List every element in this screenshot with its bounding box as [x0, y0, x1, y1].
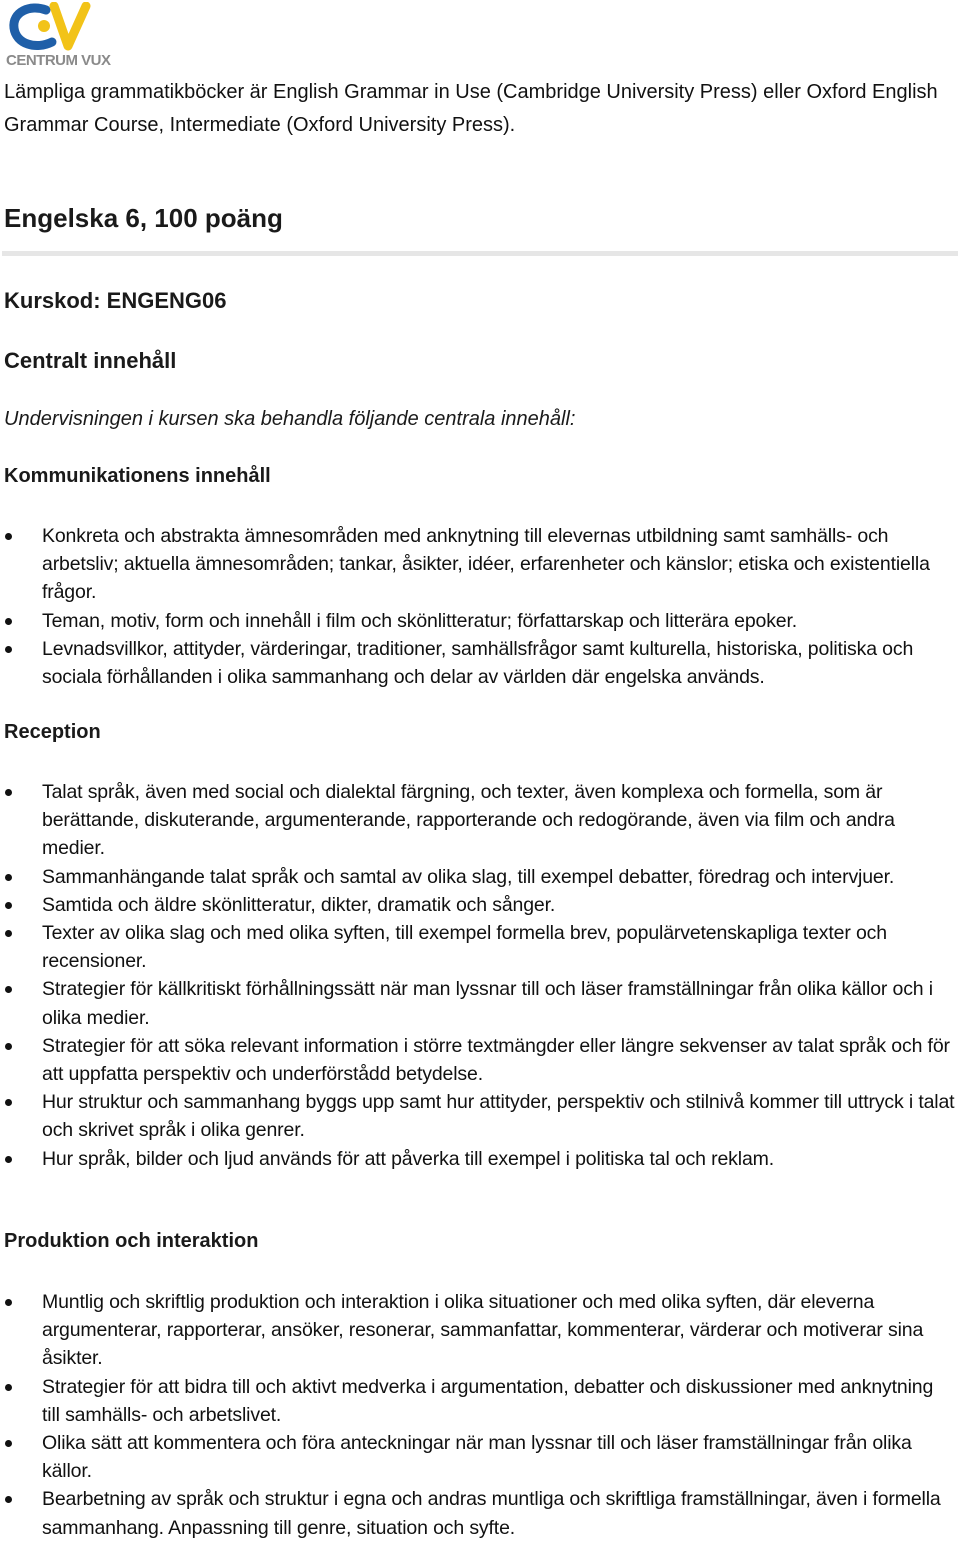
bullet-icon: [5, 902, 12, 909]
kommunikation-list: [0, 522, 960, 691]
section-heading-kommunikation: Kommunikationens innehåll: [4, 465, 271, 487]
bullet-icon: [5, 1043, 12, 1050]
bullet-icon: [5, 1099, 12, 1106]
title-divider: [2, 251, 958, 256]
list-item-text: Levnadsvillkor, attityder, värderingar, traditioner, samhällsfrågor samt kulturella, historiska, politiska och sociala förhållanden i olika sammanhang och delar av världen där engelska används.: [42, 637, 914, 689]
bullet-icon: [5, 618, 12, 625]
list-item: [0, 1088, 960, 1144]
list-item-text: Strategier för källkritiskt förhållningssätt när man lyssnar till och läser framställningar från olika källor och i olika medier.: [42, 978, 933, 1029]
produktion-list: [0, 1288, 960, 1542]
bullet-icon: [5, 1496, 12, 1503]
list-item: [0, 1485, 960, 1541]
list-item: [0, 1373, 960, 1429]
list-item: [0, 635, 960, 691]
reception-list: [0, 778, 960, 1173]
list-item-text: Hur struktur och sammanhang byggs upp samt hur attityder, perspektiv och stilnivå kommer till uttryck i talat och skrivet språk i olika genrer.: [42, 1091, 955, 1142]
list-item-text: Olika sätt att kommentera och föra anteckningar när man lyssnar till och läser framställningar från olika källor.: [42, 1432, 912, 1483]
list-item: [0, 607, 960, 635]
list-item: [0, 1288, 960, 1373]
course-title: Engelska 6, 100 poäng: [4, 203, 283, 233]
list-item: [0, 863, 960, 891]
centrum-vux-logo: [6, 2, 116, 68]
list-item: [0, 522, 960, 607]
list-item-text: Bearbetning av språk och struktur i egna och andras muntliga och skriftliga framställningar, även i formella sammanhang. Anpassning till genre, situation och syfte.: [42, 1488, 941, 1539]
list-item-text: Samtida och äldre skönlitteratur, dikter, dramatik och sånger.: [42, 893, 556, 916]
intro-text: Lämpliga grammatikböcker är English Grammar in Use (Cambridge University Press) eller Oxford English Grammar Course, Intermediate (Oxford University Press).: [4, 81, 938, 136]
list-item: [0, 778, 960, 863]
list-item-text: Sammanhängande talat språk och samtal av olika slag, till exempel debatter, föredrag och intervjuer.: [42, 865, 895, 888]
list-item: [0, 1429, 960, 1485]
list-item: [0, 919, 960, 975]
bullet-icon: [5, 533, 12, 540]
bullet-icon: [5, 874, 12, 881]
bullet-icon: [5, 1299, 12, 1306]
bullet-icon: [5, 1440, 12, 1447]
course-code: Kurskod: ENGENG06: [4, 288, 227, 313]
bullet-icon: [5, 1384, 12, 1391]
central-content-heading: Centralt innehåll: [4, 348, 177, 373]
logo-dot: [38, 20, 50, 32]
section-heading-produktion: Produktion och interaktion: [4, 1230, 259, 1252]
list-item: [0, 1145, 960, 1173]
list-item-text: Konkreta och abstrakta ämnesområden med anknytning till elevernas utbildning samt samhälls- och arbetsliv; aktuella ämnesområden; tankar, åsikter, idéer, erfarenheter och känslor; etiska och existentiella frågor.: [42, 525, 930, 604]
logo-mark-icon: [6, 2, 106, 54]
list-item-text: Texter av olika slag och med olika syften, till exempel formella brev, populärvetenskapliga texter och recensioner.: [42, 922, 887, 973]
bullet-icon: [5, 986, 12, 993]
section-heading-reception: Reception: [4, 721, 101, 743]
logo-v-shape: [54, 6, 86, 46]
list-item-text: Hur språk, bilder och ljud används för att påverka till exempel i politiska tal och reklam.: [42, 1147, 775, 1170]
list-item-text: Talat språk, även med social och dialektal färgning, och texter, även komplexa och formella, som är berättande, diskuterande, argumenterande, rapporterande och redogörande, även via film och andra medier.: [42, 781, 895, 860]
bullet-icon: [5, 1156, 12, 1163]
bullet-icon: [5, 646, 12, 653]
central-content-lead: Undervisningen i kursen ska behandla följande centrala innehåll:: [4, 408, 576, 430]
list-item: [0, 975, 960, 1031]
bullet-icon: [5, 789, 12, 796]
logo-wordmark: CENTRUM VUX: [6, 52, 111, 69]
list-item: [0, 891, 960, 919]
list-item-text: Muntlig och skriftlig produktion och interaktion i olika situationer och med olika syften, där eleverna argumenterar, rapporterar, ansöker, resonerar, sammanfattar, kommenterar, värderar och motiverar sina åsikter.: [42, 1291, 924, 1370]
list-item: [0, 1032, 960, 1088]
list-item-text: Strategier för att söka relevant information i större textmängder eller längre sekvenser av talat språk och för att uppfatta perspektiv och underförstådd betydelse.: [42, 1034, 950, 1086]
bullet-icon: [5, 930, 12, 937]
list-item-text: Strategier för att bidra till och aktivt medverka i argumentation, debatter och diskussioner med anknytning till samhälls- och arbetslivet.: [42, 1375, 934, 1426]
list-item-text: Teman, motiv, form och innehåll i film och skönlitteratur; författarskap och litterära epoker.: [42, 609, 798, 632]
